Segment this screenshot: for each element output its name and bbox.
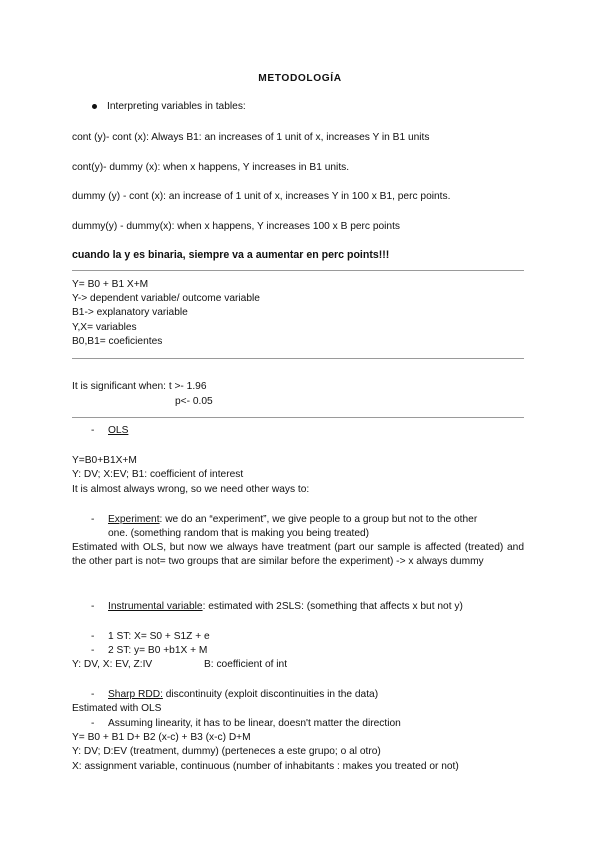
iv-variables-right: B: coefficient of int: [204, 659, 288, 670]
rdd-line: [108, 688, 378, 701]
dash-icon: -: [91, 718, 95, 729]
iv-line: [108, 600, 463, 613]
definition-2: Y-> dependent variable/ outcome variable: [72, 293, 260, 304]
bullet-icon: [92, 104, 97, 109]
divider-1: [72, 270, 524, 271]
significance-line-2: p<- 0.05: [175, 396, 213, 407]
definition-1: Y= B0 + B1 X+M: [72, 279, 149, 290]
definition-4: Y,X= variables: [72, 322, 137, 333]
experiment-paragraph: Estimated with OLS, but now we always have treatment (part our sample is affected (treated) and the other part is not= two groups that are similar before the experiment) -> x always dummy: [72, 542, 524, 568]
iv-variables-left: Y: DV, X: EV, Z:IV: [72, 659, 153, 670]
experiment-label: Experiment: [108, 514, 160, 525]
dash-icon: -: [91, 601, 95, 612]
dash-icon: -: [91, 425, 95, 436]
dash-icon: -: [91, 514, 95, 525]
ols-variables: Y: DV; X:EV; B1: coefficient of interest: [72, 469, 244, 480]
iv-text: : estimated with 2SLS: (something that affects x but not y): [202, 601, 463, 612]
intro-bullet-text: Interpreting variables in tables:: [107, 101, 246, 112]
divider-2: [72, 358, 524, 359]
interpretation-1: cont (y)- cont (x): Always B1: an increases of 1 unit of x, increases Y in B1 units: [72, 132, 430, 143]
ols-note: It is almost always wrong, so we need other ways to:: [72, 484, 310, 495]
interpretation-4: dummy(y) - dummy(x): when x happens, Y increases 100 x B perc points: [72, 221, 401, 232]
rdd-assumption: Assuming linearity, it has to be linear, doesn't matter the direction: [108, 718, 401, 729]
experiment-text-1: : we do an “experiment”, we give people to a group but not to the other: [159, 514, 478, 525]
iv-label: Instrumental variable: [108, 601, 203, 612]
iv-second-stage: 2 ST: y= B0 +b1X + M: [108, 645, 208, 656]
rdd-estimation: Estimated with OLS: [72, 703, 162, 714]
definition-5: B0,B1= coeficientes: [72, 336, 163, 347]
definition-3: B1-> explanatory variable: [72, 307, 188, 318]
significance-line-1: It is significant when: t >- 1.96: [72, 381, 207, 392]
dash-icon: -: [91, 631, 95, 642]
experiment-line-1: [108, 513, 477, 526]
interpretation-3: dummy (y) - cont (x): an increase of 1 unit of x, increases Y in 100 x B1, perc points.: [72, 191, 451, 202]
page-title: METODOLOGÍA: [258, 73, 342, 84]
ols-equation: Y=B0+B1X+M: [72, 455, 137, 466]
interpretation-2: cont(y)- dummy (x): when x happens, Y increases in B1 units.: [72, 162, 350, 173]
ols-heading: OLS: [108, 425, 129, 436]
rdd-label: Sharp RDD:: [108, 689, 163, 700]
dash-icon: -: [91, 689, 95, 700]
iv-first-stage: 1 ST: X= S0 + S1Z + e: [108, 631, 210, 642]
rdd-assignment: X: assignment variable, continuous (number of inhabitants : makes you treated or not): [72, 761, 459, 772]
rdd-variables: Y: DV; D:EV (treatment, dummy) (perteneces a este grupo; o al otro): [72, 746, 381, 757]
bold-note: cuando la y es binaria, siempre va a aumentar en perc points!!!: [72, 249, 390, 261]
rdd-equation: Y= B0 + B1 D+ B2 (x-c) + B3 (x-c) D+M: [72, 732, 251, 743]
dash-icon: -: [91, 645, 95, 656]
rdd-text: discontinuity (exploit discontinuities in the data): [162, 689, 379, 700]
divider-3: [72, 417, 524, 418]
experiment-line-2: one. (something random that is making you being treated): [108, 528, 370, 539]
